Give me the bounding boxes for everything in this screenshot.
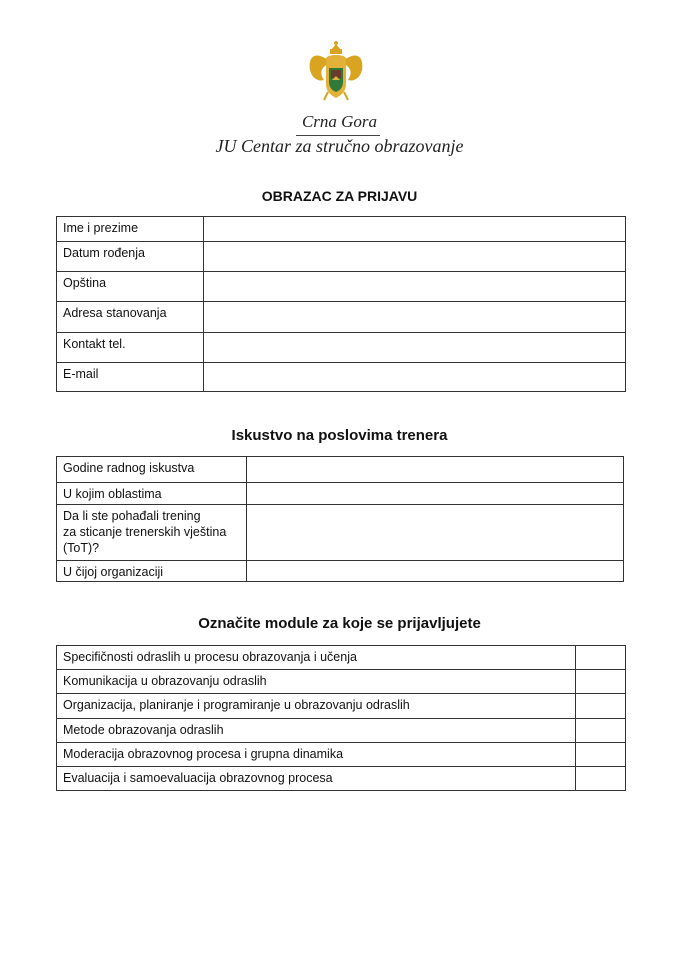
table-row: [57, 670, 626, 694]
field-label-areas: U kojim oblastima: [57, 483, 247, 505]
input-name[interactable]: [204, 217, 626, 242]
table-row: [57, 333, 626, 363]
field-label-years: Godine radnog iskustva: [57, 457, 247, 483]
modules-title: Označite module za koje se prijavljujete: [198, 615, 481, 632]
table-row: [57, 272, 626, 302]
module-label: Moderacija obrazovnog procesa i grupna dinamika: [57, 743, 576, 767]
table-row: [57, 363, 626, 392]
table-row: [57, 457, 624, 483]
table-row: [57, 767, 626, 791]
form-title: OBRAZAC ZA PRIJAVU: [261, 188, 418, 204]
module-label: Organizacija, planiranje i programiranje u obrazovanju odraslih: [57, 694, 576, 719]
input-areas[interactable]: [247, 483, 624, 505]
module-checkbox[interactable]: [576, 646, 626, 670]
table-row: [57, 483, 624, 505]
table-row: [57, 242, 626, 272]
field-label-phone: Kontakt tel.: [57, 333, 204, 363]
org-country: Crna Gora: [301, 112, 378, 131]
module-label: Evaluacija i samoevaluacija obrazovnog procesa: [57, 767, 576, 791]
table-row: [57, 561, 624, 582]
table-row: [57, 646, 626, 670]
modules-table: [56, 645, 626, 791]
input-phone[interactable]: [204, 333, 626, 363]
experience-table: [56, 456, 624, 582]
coat-of-arms-icon: [306, 40, 366, 104]
module-label: Komunikacija u obrazovanju odraslih: [57, 670, 576, 694]
table-row: [57, 694, 626, 719]
table-row: [57, 719, 626, 743]
input-address[interactable]: [204, 302, 626, 333]
field-label-tot: Da li ste pohađali trening za sticanje trenerskih vještina (ToT)?: [57, 505, 247, 561]
module-checkbox[interactable]: [576, 743, 626, 767]
org-name: JU Centar za stručno obrazovanje: [215, 136, 464, 156]
module-label: Metode obrazovanja odraslih: [57, 719, 576, 743]
module-label: Specifičnosti odraslih u procesu obrazovanja i učenja: [57, 646, 576, 670]
field-label-email: E-mail: [57, 363, 204, 392]
input-organization[interactable]: [247, 561, 624, 582]
module-checkbox[interactable]: [576, 767, 626, 791]
module-checkbox[interactable]: [576, 670, 626, 694]
table-row: [57, 505, 624, 561]
field-label-municipality: Opština: [57, 272, 204, 302]
field-label-address: Adresa stanovanja: [57, 302, 204, 333]
field-label-birthdate: Datum rođenja: [57, 242, 204, 272]
table-row: [57, 302, 626, 333]
input-years[interactable]: [247, 457, 624, 483]
module-checkbox[interactable]: [576, 694, 626, 719]
field-label-name: Ime i prezime: [57, 217, 204, 242]
table-row: [57, 743, 626, 767]
personal-info-table: [56, 216, 626, 392]
input-tot[interactable]: [247, 505, 624, 561]
module-checkbox[interactable]: [576, 719, 626, 743]
input-email[interactable]: [204, 363, 626, 392]
experience-title: Iskustvo na poslovima trenera: [231, 427, 448, 444]
table-row: [57, 217, 626, 242]
field-label-organization: U čijoj organizaciji: [57, 561, 247, 582]
input-birthdate[interactable]: [204, 242, 626, 272]
input-municipality[interactable]: [204, 272, 626, 302]
